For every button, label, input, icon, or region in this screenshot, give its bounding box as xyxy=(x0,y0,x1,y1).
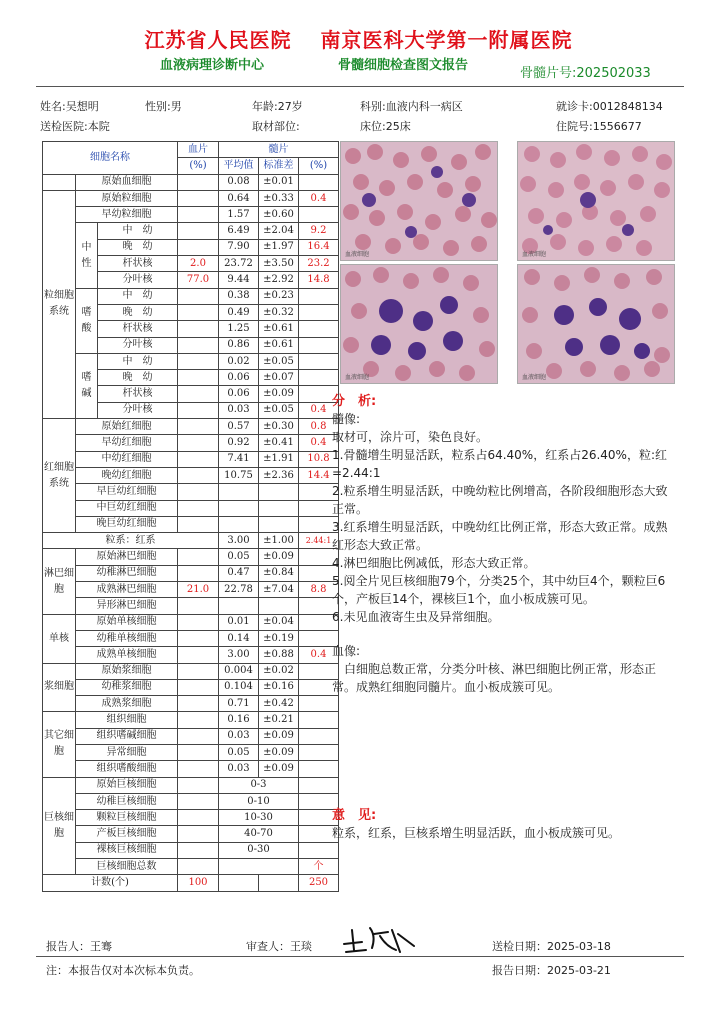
sending-hospital: 送检医院:本院 xyxy=(40,120,110,133)
marrow-label: 髓像: xyxy=(332,412,361,426)
reporter: 报告人：王骞 xyxy=(46,940,112,953)
table-row: 中幼红细胞 7.41 ±1.91 10.8 xyxy=(43,451,339,467)
table-row: 成熟浆细胞 0.71 ±0.42 xyxy=(43,696,339,712)
table-row: 颗粒巨核细胞 10-30 xyxy=(43,810,339,826)
col-cell-name: 细胞名称 xyxy=(43,142,178,175)
patient-sex: 性别:男 xyxy=(145,100,182,113)
analysis-line: 2.粒系增生明显活跃，中晚幼粒比例增高，各阶段细胞形态大致正常。 xyxy=(332,484,668,516)
report-subtitle: 骨髓细胞检查图文报告 xyxy=(338,58,469,73)
patient-card: 就诊卡:0012848134 xyxy=(556,100,663,113)
table-row: 组织嗜酸细胞 0.03 ±0.09 xyxy=(43,761,339,777)
analysis-line: 6.未见血液寄生虫及异常细胞。 xyxy=(332,610,500,624)
count-label: 计数(个) xyxy=(43,875,178,891)
cell-name: 幼稚巨核细胞 xyxy=(76,793,178,809)
bed-number: 床位:25床 xyxy=(360,120,411,133)
table-row: 粒系：红系 3.00 ±1.00 2.44:1 xyxy=(43,533,339,549)
cell-name: 杆状核 xyxy=(98,321,178,337)
cell-name: 异常细胞 xyxy=(76,744,178,760)
cell-name: 幼稚浆细胞 xyxy=(76,679,178,695)
cell-name: 成熟淋巴细胞 xyxy=(76,582,178,598)
inpatient-number: 住院号:1556677 xyxy=(556,120,642,133)
analysis-line: 1.骨髓增生明显活跃，粒系占64.40%，红系占26.40%，粒:红=2.44:1 xyxy=(332,448,668,480)
patient-age: 年龄:27岁 xyxy=(252,100,303,113)
dept-subtitle: 血液病理诊断中心 xyxy=(160,58,265,73)
opinion-title: 意 见: xyxy=(332,808,377,823)
table-row xyxy=(43,598,339,614)
analysis-line: 取材可，涂片可，染色良好。 xyxy=(332,430,489,444)
cell-name: 幼稚单核细胞 xyxy=(76,630,178,646)
table-row xyxy=(43,500,339,516)
table-row: 嗜酸 中 幼 0.38 ±0.23 xyxy=(43,288,339,304)
ratio-label: 粒系：红系 xyxy=(43,533,219,549)
image-label-3: 血液细胞 xyxy=(345,374,370,381)
cell-name: 原始巨核细胞 xyxy=(76,777,178,793)
analysis-title: 分 析: xyxy=(332,394,377,409)
reviewer: 审查人：王琰 xyxy=(246,940,312,953)
cell-name: 中 幼 xyxy=(98,223,178,239)
table-row xyxy=(43,875,339,891)
table-row: 分叶核 0.86 ±0.61 xyxy=(43,337,339,353)
analysis-body xyxy=(332,410,672,696)
sample-site: 取材部位: xyxy=(252,120,300,133)
cell-name: 中 幼 xyxy=(98,288,178,304)
table-row: 早幼红细胞 0.92 ±0.41 0.4 xyxy=(43,435,339,451)
cell-name: 中巨幼红细胞 xyxy=(76,500,178,516)
signature-image xyxy=(340,922,420,956)
table-row: 裸核巨核细胞 0-30 xyxy=(43,842,339,858)
cell-name: 原始红细胞 xyxy=(76,419,178,435)
table-row: 晚幼红细胞 10.75 ±2.36 14.4 xyxy=(43,467,339,483)
image-label-1: 血液细胞 xyxy=(345,251,370,258)
table-row: 成熟淋巴细胞 21.0 22.78 ±7.04 8.8 xyxy=(43,582,339,598)
cell-name: 裸核巨核细胞 xyxy=(76,842,178,858)
analysis-line: 4.淋巴细胞比例减低，形态大致正常。 xyxy=(332,556,536,570)
image-label-2: 血液细胞 xyxy=(522,251,547,258)
cell-name: 分叶核 xyxy=(98,272,178,288)
cell-name: 组织细胞 xyxy=(76,712,178,728)
cell-name: 组织嗜酸细胞 xyxy=(76,761,178,777)
microscopy-image-3 xyxy=(340,264,498,384)
cell-name: 杆状核 xyxy=(98,386,178,402)
cell-name: 中 幼 xyxy=(98,353,178,369)
table-row: 嗜碱 中 幼 0.02 ±0.05 xyxy=(43,353,339,369)
cell-name: 组织嗜碱细胞 xyxy=(76,728,178,744)
system-monocyte: 单核 xyxy=(43,614,76,663)
table-row: 组织嗜碱细胞 0.03 ±0.09 xyxy=(43,728,339,744)
cell-name: 晚 幼 xyxy=(98,370,178,386)
table-row: 红细胞系统 原始红细胞 0.57 ±0.30 0.8 xyxy=(43,419,339,435)
table-row: 早幼粒细胞 1.57 ±0.60 xyxy=(43,207,339,223)
table-row: 巨核细胞总数 个 xyxy=(43,859,339,875)
header-rule xyxy=(36,86,684,87)
table-row: 幼稚单核细胞 0.14 ±0.19 xyxy=(43,630,339,646)
count-blood: 100 xyxy=(178,875,219,891)
footer-rule xyxy=(36,956,684,957)
patient-dept: 科别:血液内科一病区 xyxy=(360,100,463,113)
col-blood-pct: (%) xyxy=(178,158,219,174)
analysis-line: 5.阅全片见巨核细胞79个，分类25个，其中幼巨4个，颗粒巨6个，产板巨14个，裸核巨1个，血小板成簇可见。 xyxy=(332,574,666,606)
col-marrow: 髓片 xyxy=(219,142,339,158)
table-row: 杆状核 0.06 ±0.09 xyxy=(43,386,339,402)
table-row: 成熟单核细胞 3.00 ±0.88 0.4 xyxy=(43,647,339,663)
table-row: 杆状核 1.25 ±0.61 xyxy=(43,321,339,337)
cell-name: 晚 幼 xyxy=(98,239,178,255)
cell-name: 原始浆细胞 xyxy=(76,663,178,679)
patient-name: 姓名:吴想明 xyxy=(40,100,99,113)
report-date: 报告日期：2025-03-21 xyxy=(492,964,611,977)
table-row xyxy=(43,516,339,532)
table-row: 原始血细胞 0.08 ±0.01 xyxy=(43,174,339,190)
hospital-title: 江苏省人民医院 南京医科大学第一附属医院 xyxy=(144,28,573,52)
table-row: 晚 幼 0.06 ±0.07 xyxy=(43,370,339,386)
cell-name: 晚 幼 xyxy=(98,304,178,320)
system-granulocyte: 粒细胞系统 xyxy=(43,190,76,418)
cell-name: 分叶核 xyxy=(98,337,178,353)
subgroup-neutrophil: 中性 xyxy=(76,223,98,288)
cell-name: 杆状核 xyxy=(98,256,178,272)
cell-name: 成熟单核细胞 xyxy=(76,647,178,663)
table-row: 分叶核 0.03 ±0.05 0.4 xyxy=(43,402,339,418)
cell-name: 颗粒巨核细胞 xyxy=(76,810,178,826)
count-marrow: 250 xyxy=(299,875,339,891)
table-row xyxy=(43,484,339,500)
subgroup-basophil: 嗜碱 xyxy=(76,353,98,418)
table-row: 淋巴细胞 原始淋巴细胞 0.05 ±0.09 xyxy=(43,549,339,565)
cell-name: 幼稚淋巴细胞 xyxy=(76,565,178,581)
system-other: 其它细胞 xyxy=(43,712,76,777)
table-row: 幼稚浆细胞 0.104 ±0.16 xyxy=(43,679,339,695)
cell-name: 原始单核细胞 xyxy=(76,614,178,630)
blood-label: 血像: xyxy=(332,644,361,658)
cell-name: 原始血细胞 xyxy=(76,174,178,190)
table-row: 粒细胞系统 原始粒细胞 0.64 ±0.33 0.4 xyxy=(43,190,339,206)
disclaimer-note: 注：本报告仅对本次标本负责。 xyxy=(46,964,200,977)
image-label-4: 血液细胞 xyxy=(522,374,547,381)
system-lymphocyte: 淋巴细胞 xyxy=(43,549,76,614)
blood-text: 白细胞总数正常，分类分叶核、淋巴细胞比例正常，形态正常。成熟红细胞同髓片。血小板成簇可见。 xyxy=(332,662,657,694)
table-row: 晚 幼 7.90 ±1.97 16.4 xyxy=(43,239,339,255)
cell-name: 早幼红细胞 xyxy=(76,435,178,451)
cell-name: 分叶核 xyxy=(98,402,178,418)
microscopy-image-2 xyxy=(517,141,675,261)
cell-name: 原始淋巴细胞 xyxy=(76,549,178,565)
cell-name: 早幼粒细胞 xyxy=(76,207,178,223)
table-row: 单核 原始单核细胞 0.01 ±0.04 xyxy=(43,614,339,630)
table-row: 幼稚淋巴细胞 0.47 ±0.84 xyxy=(43,565,339,581)
table-row: 产板巨核细胞 40-70 xyxy=(43,826,339,842)
system-megakaryocyte: 巨核细胞 xyxy=(43,777,76,875)
cell-name: 成熟浆细胞 xyxy=(76,696,178,712)
submit-date: 送检日期：2025-03-18 xyxy=(492,940,611,953)
analysis-line: 3.红系增生明显活跃，中晚幼红比例正常，形态大致正常。成熟红形态大致正常。 xyxy=(332,520,668,552)
cell-name: 中幼红细胞 xyxy=(76,451,178,467)
opinion-text: 粒系，红系，巨核系增生明显活跃，血小板成簇可见。 xyxy=(332,826,621,840)
table-row: 幼稚巨核细胞 0-10 xyxy=(43,793,339,809)
col-sd: 标准差 xyxy=(259,158,299,174)
cell-name: 巨核细胞总数 xyxy=(76,859,178,875)
table-row: 异常细胞 0.05 ±0.09 xyxy=(43,744,339,760)
system-erythrocyte: 红细胞系统 xyxy=(43,419,76,533)
table-row: 其它细胞 组织细胞 0.16 ±0.21 xyxy=(43,712,339,728)
table-row: 巨核细胞 原始巨核细胞 0-3 xyxy=(43,777,339,793)
table-row: 分叶核 77.0 9.44 ±2.92 14.8 xyxy=(43,272,339,288)
col-blood: 血片 xyxy=(178,142,219,158)
marrow-number: 骨髓片号:202502033 xyxy=(520,66,651,81)
subgroup-eosinophil: 嗜酸 xyxy=(76,288,98,353)
table-row: 中性 中 幼 6.49 ±2.04 9.2 xyxy=(43,223,339,239)
cell-name: 晚幼红细胞 xyxy=(76,467,178,483)
microscopy-image-4 xyxy=(517,264,675,384)
cell-name: 异形淋巴细胞 xyxy=(76,598,178,614)
cell-name: 产板巨核细胞 xyxy=(76,826,178,842)
table-row: 晚 幼 0.49 ±0.32 xyxy=(43,304,339,320)
table-row: 浆细胞 原始浆细胞 0.004 ±0.02 xyxy=(43,663,339,679)
microscopy-image-1 xyxy=(340,141,498,261)
ratio-value: 2.44:1 xyxy=(299,533,339,549)
cell-count-table xyxy=(42,141,339,892)
cell-name: 晚巨幼红细胞 xyxy=(76,516,178,532)
cell-name: 原始粒细胞 xyxy=(76,190,178,206)
table-row: 杆状核 2.0 23.72 ±3.50 23.2 xyxy=(43,256,339,272)
col-mean: 平均值 xyxy=(219,158,259,174)
cell-name: 早巨幼红细胞 xyxy=(76,484,178,500)
system-plasma: 浆细胞 xyxy=(43,663,76,712)
col-marrow-pct: (%) xyxy=(299,158,339,174)
